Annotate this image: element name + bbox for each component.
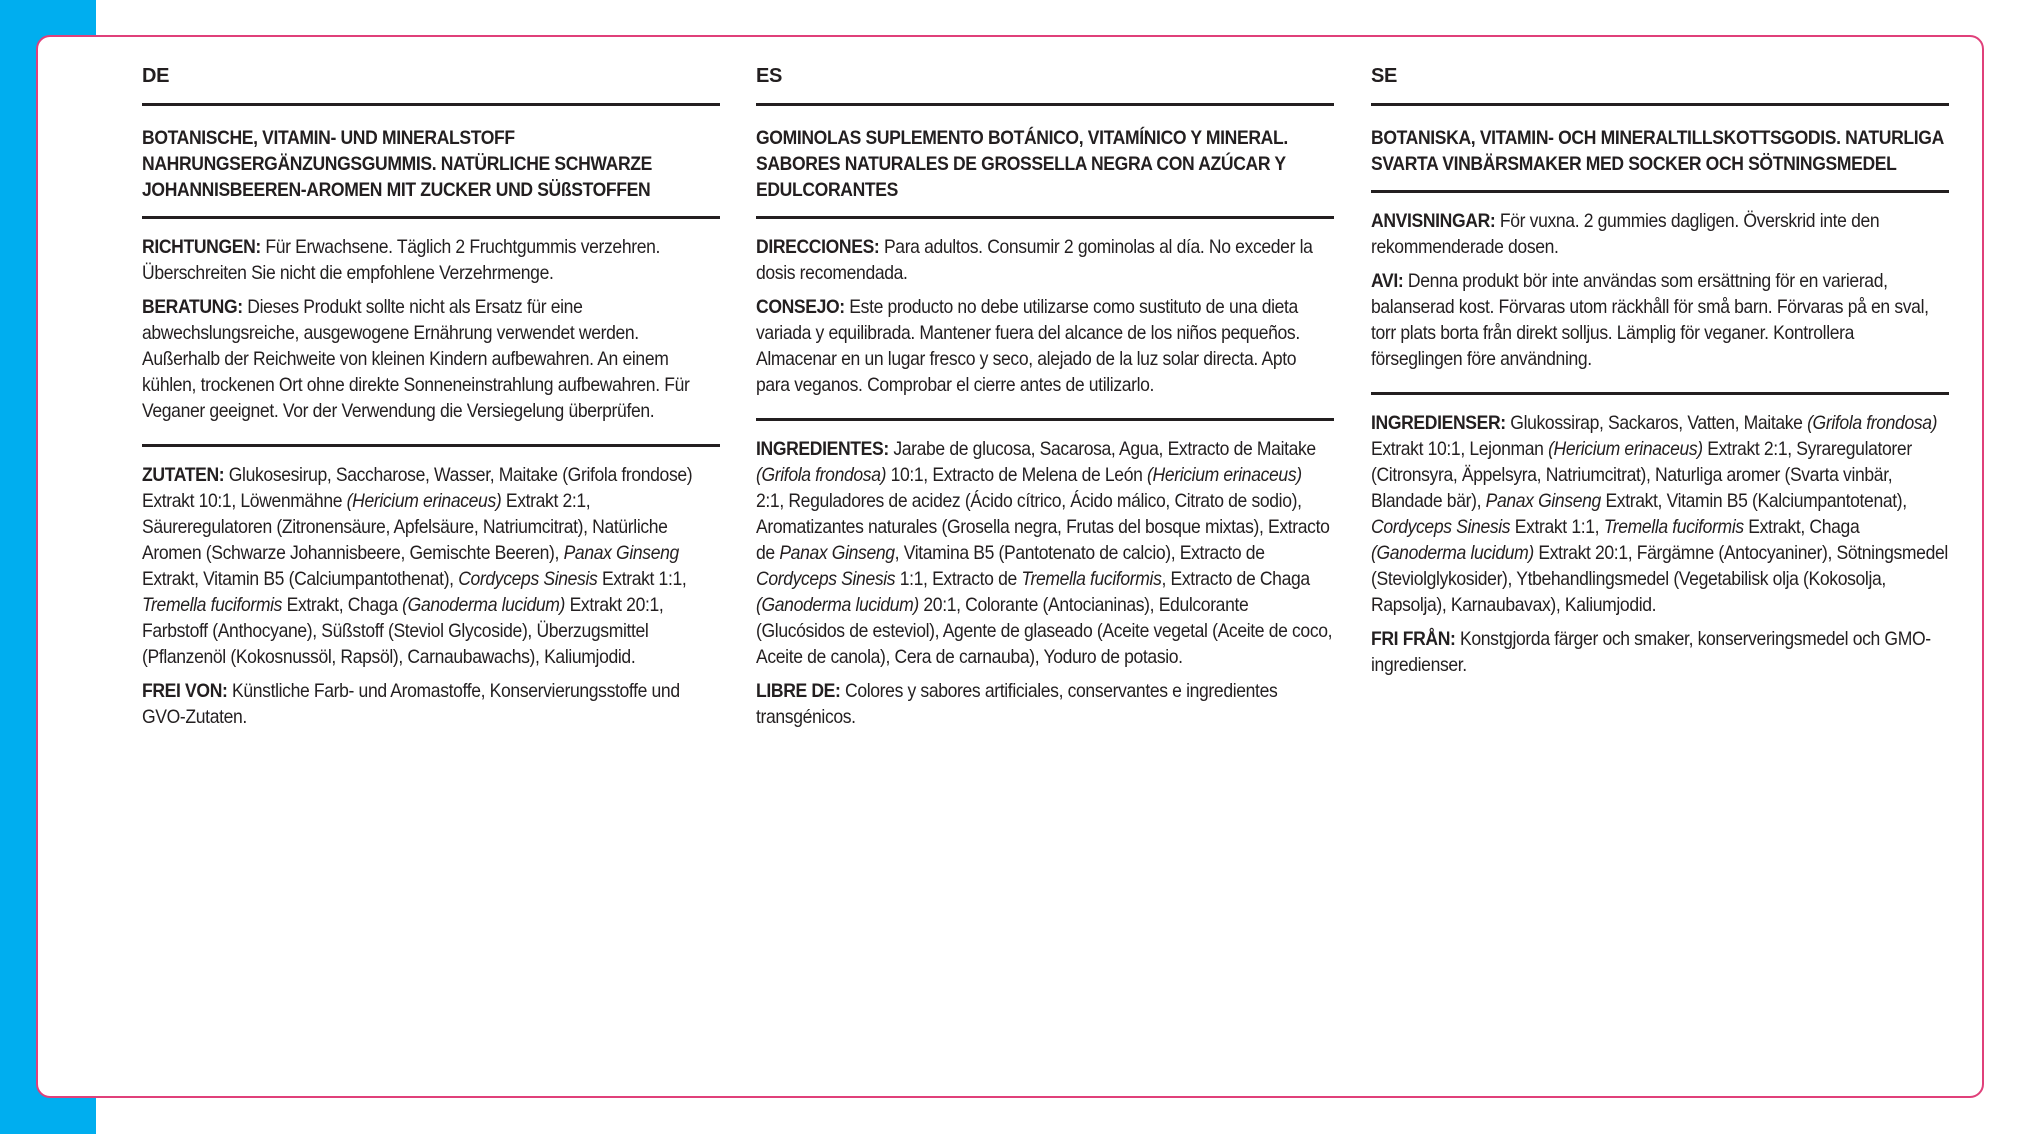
directions-es xyxy=(756,234,1333,286)
ingredients-latin-name: (Hericium erinaceus) xyxy=(346,490,502,512)
ingredients-section-se xyxy=(1371,395,1949,698)
advice-text: Denna produkt bör inte användas som ersättning för en varierad, balanserad kost. Förvaras utom räckhåll för små barn. Förvaras på en sval, torr plats borta från direkt solljus. Lämplig för veganer. Kontrollera förseglingen före användning. xyxy=(1371,270,1929,370)
ingredients-text: 1:1, Extracto de xyxy=(895,568,1022,590)
advice-de xyxy=(142,294,719,424)
ingredients-text: 2:1, Reguladores de acidez (Ácido cítrico, Ácido málico, Citrato de sodio), Aromatizantes naturales (Grosella negra, Frutas del bosque mixtas), Extracto de xyxy=(756,490,1330,564)
advice-text: Dieses Produkt sollte nicht als Ersatz für eine abwechslungsreiche, ausgewogene Ernährung verwendet werden. Außerhalb der Reichweite von kleinen Kindern aufbewahren. An einem kühlen, trockenen Ort ohne direkte Sonneneinstrahlung aufbewahren. Für Veganer geeignet. Vor der Verwendung die Versiegelung überprüfen. xyxy=(142,296,690,422)
ingredients-text: Extrakt 1:1, xyxy=(597,568,687,590)
product-heading-es: GOMINOLAS SUPLEMENTO BOTÁNICO, VITAMÍNICO Y MINERAL. SABORES NATURALES DE GROSSELLA NEGRA CON AZÚCAR Y EDULCORANTES xyxy=(756,127,1288,201)
ingredients-section-es xyxy=(756,421,1334,750)
directions-de xyxy=(142,234,719,286)
ingredients-text: Extrakt, Chaga xyxy=(282,594,403,616)
column-es xyxy=(756,63,1334,750)
ingredients-latin-name: Tremella fuciformis xyxy=(1021,568,1162,590)
ingredients-de xyxy=(142,462,719,670)
ingredients-latin-name: (Grifola frondosa) xyxy=(1807,412,1938,434)
ingredients-latin-name: (Hericium erinaceus) xyxy=(1147,464,1302,486)
usage-section-es xyxy=(756,219,1334,418)
ingredients-label: INGREDIENTES: xyxy=(756,438,889,460)
ingredients-text: Glukossirap, Sackaros, Vatten, Maitake xyxy=(1505,412,1808,434)
ingredients-latin-name: (Ganoderma lucidum) xyxy=(402,594,566,616)
ingredients-text: Extrakt 1:1, xyxy=(1510,516,1604,538)
ingredients-latin-name: Cordyceps Sinesis xyxy=(1371,516,1511,538)
ingredients-es xyxy=(756,436,1333,670)
ingredients-latin-name: (Ganoderma lucidum) xyxy=(1371,542,1534,564)
product-heading-se: BOTANISKA, VITAMIN- OCH MINERALTILLSKOTTSGODIS. NATURLIGA SVARTA VINBÄRSMAKER MED SOCKER OCH SÖTNINGSMEDEL xyxy=(1371,127,1944,175)
free-from-text: Colores y sabores artificiales, conservantes e ingredientes transgénicos. xyxy=(756,680,1278,728)
ingredients-section-de xyxy=(142,447,720,750)
language-code-de: DE xyxy=(142,65,170,87)
directions-label: DIRECCIONES: xyxy=(756,236,880,258)
usage-section-de xyxy=(142,219,720,444)
ingredients-latin-name: (Hericium erinaceus) xyxy=(1548,438,1703,460)
advice-es xyxy=(756,294,1333,398)
directions-label: ANVISNINGAR: xyxy=(1371,210,1496,232)
advice-label: AVI: xyxy=(1371,270,1404,292)
usage-section-se xyxy=(1371,193,1949,392)
column-de xyxy=(142,63,720,750)
free-from-text: Konstgjorda färger och smaker, konserveringsmedel och GMO-ingredienser. xyxy=(1371,628,1931,676)
ingredients-latin-name: Panax Ginseng xyxy=(1485,490,1601,512)
free-from-label: FREI VON: xyxy=(142,680,228,702)
advice-text: Este producto no debe utilizarse como sustituto de una dieta variada y equilibrada. Mantener fuera del alcance de los niños pequeños. Almacenar en un lugar fresco y seco, alejado de la luz solar directa. Apto para veganos. Comprobar el cierre antes de utilizarlo. xyxy=(756,296,1300,396)
ingredients-latin-name: Tremella fuciformis xyxy=(1603,516,1744,538)
directions-se xyxy=(1371,208,1948,260)
directions-text: Für Erwachsene. Täglich 2 Fruchtgummis verzehren. Überschreiten Sie nicht die empfohlene Verzehrmenge. xyxy=(142,236,661,284)
ingredients-text: Glukosesirup, Saccharose, Wasser, Maitake (Grifola frondose) Extrakt 10:1, Löwenmähne xyxy=(142,464,693,512)
free-from-de xyxy=(142,678,719,730)
ingredients-text: Extrakt 20:1, Farbstoff (Anthocyane), Süßstoff (Steviol Glycoside), Überzugsmittel (Pflanzenöl (Kokosnussöl, Rapsöl), Carnaubawachs), Kaliumjodid. xyxy=(142,594,664,668)
language-code-es: ES xyxy=(756,65,783,87)
language-code-se: SE xyxy=(1371,65,1398,87)
free-from-label: LIBRE DE: xyxy=(756,680,841,702)
ingredients-latin-name: Tremella fuciformis xyxy=(142,594,283,616)
directions-text: För vuxna. 2 gummies dagligen. Överskrid inte den rekommenderade dosen. xyxy=(1371,210,1880,258)
advice-label: CONSEJO: xyxy=(756,296,845,318)
column-se xyxy=(1371,63,1949,698)
ingredients-text: Extrakt, Vitamin B5 (Calciumpantothenat), xyxy=(142,568,459,590)
free-from-es xyxy=(756,678,1333,730)
ingredients-text: , Vitamina B5 (Pantotenato de calcio), Extracto de xyxy=(894,542,1265,564)
ingredients-text: , Extracto de Chaga xyxy=(1161,568,1310,590)
ingredients-text: Extrakt 2:1, Säureregulatoren (Zitronensäure, Apfelsäure, Natriumcitrat), Natürliche Aromen (Schwarze Johannisbeere, Gemischte Beeren), xyxy=(142,490,668,564)
ingredients-text: Extrakt 20:1, Färgämne (Antocyaniner), Sötningsmedel (Steviolglykosider), Ytbehandlingsmedel (Vegetabilisk olja (Kokosolja, Rapsolja), Karnaubavax), Kaliumjodid. xyxy=(1371,542,1948,616)
product-heading-de: BOTANISCHE, VITAMIN- UND MINERALSTOFF NAHRUNGSERGÄNZUNGSGUMMIS. NATÜRLICHE SCHWARZE JOHANNISBEEREN-AROMEN MIT ZUCKER UND SÜßSTOFFEN xyxy=(142,127,652,201)
ingredients-latin-name: Cordyceps Sinesis xyxy=(458,568,598,590)
ingredients-text: Extrakt, Chaga xyxy=(1743,516,1860,538)
free-from-se xyxy=(1371,626,1948,678)
ingredients-text: Extrakt, Vitamin B5 (Kalciumpantotenat), xyxy=(1600,490,1907,512)
ingredients-latin-name: Panax Ginseng xyxy=(779,542,895,564)
ingredients-label: ZUTATEN: xyxy=(142,464,225,486)
ingredients-text: Extrakt 2:1, Syraregulatorer (Citronsyra, Äppelsyra, Natriumcitrat), Naturliga aromer (Svarta vinbär, Blandade bär), xyxy=(1371,438,1912,512)
ingredients-text: 10:1, Extracto de Melena de León xyxy=(886,464,1148,486)
ingredients-text: 20:1, Colorante (Antocianinas), Edulcorante (Glucósidos de esteviol), Agente de glaseado (Aceite vegetal (Aceite de coco, Aceite de canola), Cera de carnauba), Yoduro de potasio. xyxy=(756,594,1333,668)
advice-se xyxy=(1371,268,1948,372)
ingredients-se xyxy=(1371,410,1948,618)
ingredients-latin-name: (Ganoderma lucidum) xyxy=(756,594,919,616)
ingredients-text: Extrakt 10:1, Lejonman xyxy=(1371,438,1549,460)
ingredients-latin-name: (Grifola frondosa) xyxy=(756,464,887,486)
directions-text: Para adultos. Consumir 2 gominolas al día. No exceder la dosis recomendada. xyxy=(756,236,1313,284)
ingredients-text: Jarabe de glucosa, Sacarosa, Agua, Extracto de Maitake xyxy=(888,438,1316,460)
advice-label: BERATUNG: xyxy=(142,296,243,318)
ingredients-latin-name: Cordyceps Sinesis xyxy=(756,568,896,590)
free-from-label: FRI FRÅN: xyxy=(1371,628,1456,650)
ingredients-latin-name: Panax Ginseng xyxy=(563,542,679,564)
ingredients-label: INGREDIENSER: xyxy=(1371,412,1506,434)
free-from-text: Künstliche Farb- und Aromastoffe, Konservierungsstoffe und GVO-Zutaten. xyxy=(142,680,680,728)
directions-label: RICHTUNGEN: xyxy=(142,236,261,258)
